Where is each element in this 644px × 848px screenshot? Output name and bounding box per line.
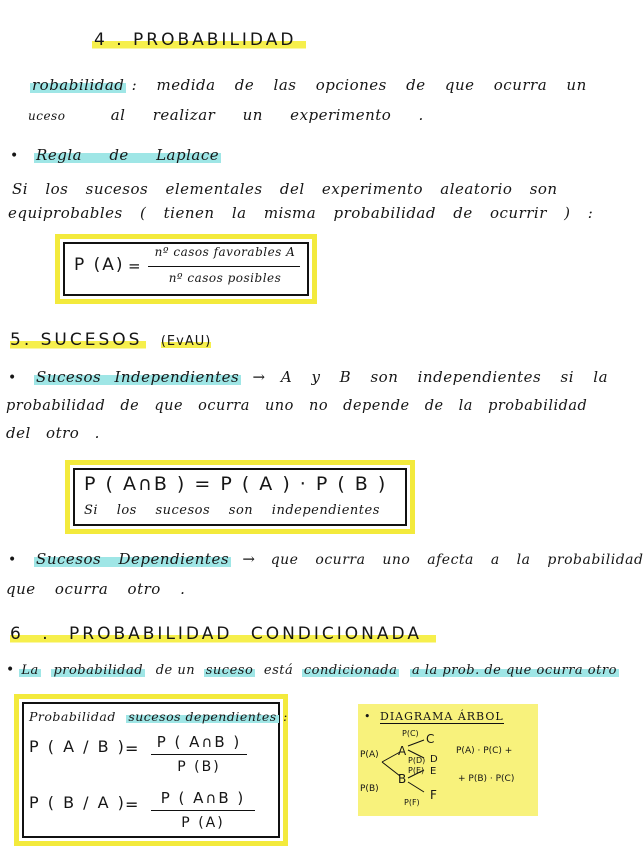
dependent-line-1: • Sucesos Dependientes → que ocurra uno afecta a la probabilidad (8, 550, 644, 568)
laplace-rule-heading: • Regla de Laplace (10, 146, 220, 164)
conditional-equals-2: = (125, 795, 141, 814)
arrow-right-icon: → (242, 550, 256, 568)
independent-formula-box (65, 460, 415, 534)
definition-text: : medida de las opciones de que ocurra un (131, 76, 587, 94)
tree-prob-f: P(F) (404, 798, 420, 807)
bullet-icon: • (6, 662, 15, 678)
evau-tag: (EvAU) (160, 334, 212, 349)
laplace-denominator: nº casos posibles (168, 271, 282, 285)
tree-prob-e: P(E) (408, 766, 425, 775)
laplace-line-2: equiprobables ( tienen la misma probabilidad de ocurrir ) : (8, 204, 594, 222)
laplace-lhs: P (A) (74, 255, 125, 275)
tree-sum-line-2: + P(B) · P(C) (458, 774, 515, 784)
conditional-denominator-1: P (B) (177, 759, 221, 775)
section-6-title: 6 . PROBABILIDAD CONDICIONADA (10, 624, 436, 644)
laplace-line-1: Si los sucesos elementales del experimento aleatorio son (12, 180, 558, 198)
tree-outcome-f: F (430, 788, 437, 802)
laplace-equals: = (128, 257, 143, 275)
conditional-numerator-2: P ( A∩B ) (160, 789, 246, 807)
conditional-box-label: Probabilidad sucesos dependientes : (29, 709, 288, 724)
conditional-denominator-2: P (A) (181, 815, 225, 831)
conditional-formula-box (14, 694, 288, 846)
laplace-formula-box (55, 234, 317, 304)
definition-line-1 (30, 76, 587, 94)
arrow-right-icon: → (252, 368, 266, 386)
tree-outcome-c: C (426, 732, 435, 746)
definition-line-2: uceso al realizar un experimento . (28, 106, 424, 124)
tree-outcome-e: E (430, 766, 437, 777)
independent-term: Sucesos Independientes (36, 368, 240, 386)
bullet-icon: • (8, 552, 17, 568)
conditional-fraction-line-2 (151, 810, 255, 811)
tree-prob-c: P(C) (402, 729, 419, 738)
tree-node-b: B (398, 772, 407, 786)
bullet-icon: • (364, 710, 372, 723)
tree-outcome-d: D (430, 754, 438, 765)
bullet-icon: • (10, 148, 19, 164)
independent-note: Si los sucesos son independientes (84, 503, 380, 518)
laplace-fraction-line (148, 266, 300, 267)
conditional-definition: • La probabilidad de un suceso está condicionada a la prob. de que ocurra otro (6, 662, 617, 678)
independent-line-2: probabilidad de que ocurra uno no depende de la probabilidad (6, 398, 588, 414)
conditional-equals-1: = (125, 739, 141, 758)
bullet-icon: • (8, 370, 17, 386)
tree-node-a: A (398, 744, 407, 758)
definition-term: robabilidad (32, 76, 125, 94)
section-5-title: 5. SUCESOS (EvAU) (10, 330, 212, 350)
tree-prob-d: P(D) (408, 756, 426, 765)
independent-formula: P ( A∩B ) = P ( A ) · P ( B ) (84, 473, 388, 495)
independent-line-1: • Sucesos Independientes → A y B son independientes si la (8, 368, 609, 386)
independent-line-3: del otro . (6, 424, 100, 442)
section-4-title: 4 . PROBABILIDAD (92, 30, 306, 50)
tree-diagram-title: • DIAGRAMA ÁRBOL (364, 710, 504, 723)
tree-branches (358, 704, 538, 816)
tree-prob-a: P(A) (360, 750, 379, 760)
tree-diagram-panel (358, 704, 538, 816)
conditional-b-given-a: P ( B / A ) (29, 793, 126, 812)
laplace-numerator: nº casos favorables A (154, 245, 296, 259)
conditional-fraction-line-1 (151, 754, 247, 755)
tree-prob-b: P(B) (360, 784, 379, 794)
dependent-line-2: que ocurra otro . (6, 580, 186, 598)
conditional-a-given-b: P ( A / B ) (29, 737, 126, 756)
conditional-numerator-1: P ( A∩B ) (156, 733, 242, 751)
dependent-term: Sucesos Dependientes (36, 550, 230, 568)
tree-sum-line-1: P(A) · P(C) + (456, 746, 513, 756)
